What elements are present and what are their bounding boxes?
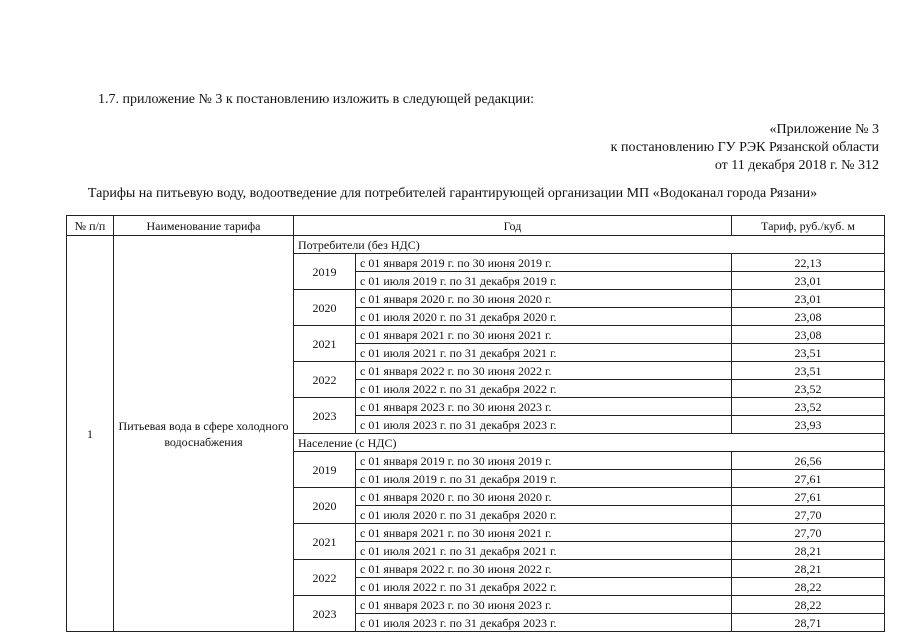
period-cell: с 01 июля 2021 г. по 31 декабря 2021 г.	[356, 344, 732, 362]
period-cell: с 01 июля 2021 г. по 31 декабря 2021 г.	[356, 542, 732, 560]
header-tariff: Тариф, руб./куб. м	[732, 216, 885, 236]
period-cell: с 01 июля 2023 г. по 31 декабря 2023 г.	[356, 416, 732, 434]
tariff-value-cell: 23,51	[732, 362, 885, 380]
tariff-value-cell: 28,71	[732, 614, 885, 632]
tariff-value-cell: 23,08	[732, 326, 885, 344]
row-number: 1	[67, 236, 114, 632]
tariff-value-cell: 23,01	[732, 272, 885, 290]
tariff-value-cell: 26,56	[732, 452, 885, 470]
year-cell: 2020	[294, 290, 356, 326]
year-cell: 2019	[294, 452, 356, 488]
annex-line-2: к постановлению ГУ РЭК Рязанской области	[610, 140, 879, 155]
period-cell: с 01 июля 2022 г. по 31 декабря 2022 г.	[356, 380, 732, 398]
year-cell: 2021	[294, 326, 356, 362]
period-cell: с 01 января 2019 г. по 30 июня 2019 г.	[356, 452, 732, 470]
tariff-value-cell: 28,21	[732, 542, 885, 560]
tariff-name: Питьевая вода в сфере холодного водоснабжения	[114, 236, 294, 632]
intro-paragraph: 1.7. приложение № 3 к постановлению изложить в следующей редакции:	[98, 92, 535, 107]
annex-line-1: «Приложение № 3	[769, 122, 879, 137]
table-body	[67, 236, 885, 632]
consumer-group-label: Потребители (без НДС)	[294, 236, 885, 254]
year-cell: 2020	[294, 488, 356, 524]
year-cell: 2021	[294, 524, 356, 560]
year-cell: 2019	[294, 254, 356, 290]
period-cell: с 01 июля 2020 г. по 31 декабря 2020 г.	[356, 506, 732, 524]
tariff-value-cell: 23,93	[732, 416, 885, 434]
period-cell: с 01 января 2020 г. по 30 июня 2020 г.	[356, 290, 732, 308]
period-cell: с 01 января 2022 г. по 30 июня 2022 г.	[356, 362, 732, 380]
tariff-value-cell: 23,01	[732, 290, 885, 308]
consumer-group-label: Население (с НДС)	[294, 434, 885, 452]
annex-line-3: от 11 декабря 2018 г. № 312	[714, 158, 879, 173]
tariff-value-cell: 27,70	[732, 524, 885, 542]
period-cell: с 01 июля 2019 г. по 31 декабря 2019 г.	[356, 272, 732, 290]
period-cell: с 01 января 2023 г. по 30 июня 2023 г.	[356, 398, 732, 416]
tariff-value-cell: 28,21	[732, 560, 885, 578]
annex-reference	[611, 121, 879, 175]
period-cell: с 01 января 2022 г. по 30 июня 2022 г.	[356, 560, 732, 578]
tariff-value-cell: 27,61	[732, 488, 885, 506]
tariff-value-cell: 23,52	[732, 398, 885, 416]
tariff-value-cell: 23,08	[732, 308, 885, 326]
document-title: Тарифы на питьевую воду, водоотведение для потребителей гарантирующей организации МП «Водоканал города Рязани»	[87, 186, 818, 201]
table-header-row	[67, 216, 885, 236]
tariff-value-cell: 28,22	[732, 596, 885, 614]
tariff-value-cell: 27,70	[732, 506, 885, 524]
tariff-table	[66, 215, 885, 632]
tariff-value-cell: 23,51	[732, 344, 885, 362]
tariff-value-cell: 27,61	[732, 470, 885, 488]
tariff-value-cell: 23,52	[732, 380, 885, 398]
header-year: Год	[294, 216, 732, 236]
header-num: № п/п	[67, 216, 114, 236]
period-cell: с 01 июля 2022 г. по 31 декабря 2022 г.	[356, 578, 732, 596]
period-cell: с 01 января 2019 г. по 30 июня 2019 г.	[356, 254, 732, 272]
year-cell: 2023	[294, 398, 356, 434]
period-cell: с 01 июля 2019 г. по 31 декабря 2019 г.	[356, 470, 732, 488]
header-name: Наименование тарифа	[114, 216, 294, 236]
period-cell: с 01 января 2021 г. по 30 июня 2021 г.	[356, 326, 732, 344]
tariff-value-cell: 28,22	[732, 578, 885, 596]
tariff-value-cell: 22,13	[732, 254, 885, 272]
period-cell: с 01 января 2021 г. по 30 июня 2021 г.	[356, 524, 732, 542]
year-cell: 2023	[294, 596, 356, 632]
period-cell: с 01 июля 2020 г. по 31 декабря 2020 г.	[356, 308, 732, 326]
period-cell: с 01 января 2023 г. по 30 июня 2023 г.	[356, 596, 732, 614]
group-row	[67, 236, 885, 254]
year-cell: 2022	[294, 560, 356, 596]
period-cell: с 01 января 2020 г. по 30 июня 2020 г.	[356, 488, 732, 506]
period-cell: с 01 июля 2023 г. по 31 декабря 2023 г.	[356, 614, 732, 632]
year-cell: 2022	[294, 362, 356, 398]
